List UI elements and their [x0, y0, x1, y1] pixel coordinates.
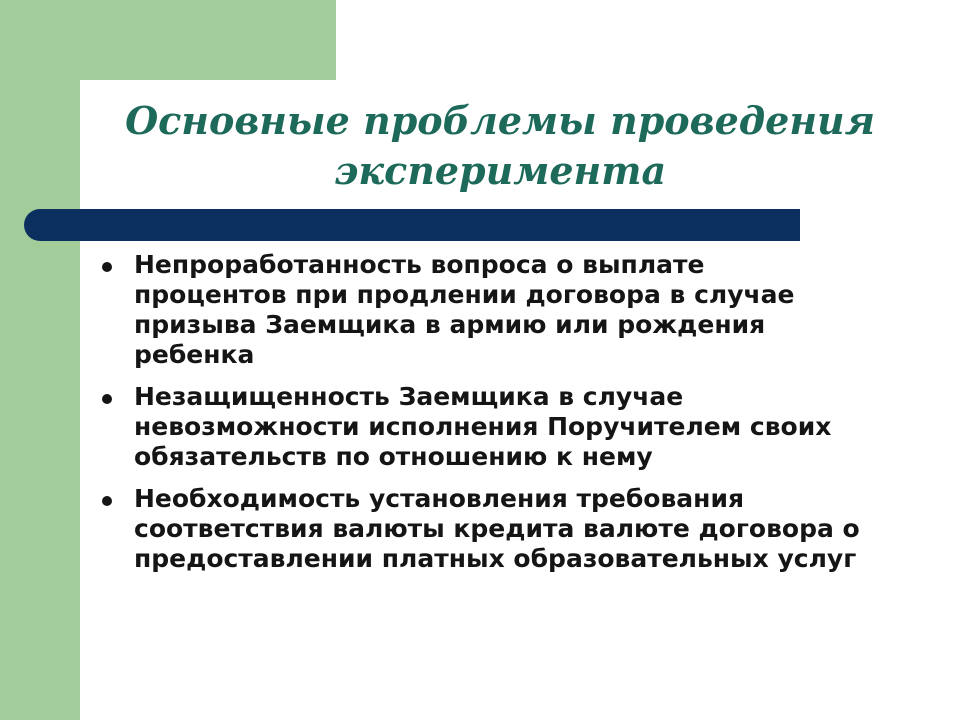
bullet-item	[100, 250, 860, 370]
bullet-text: Необходимость установления требования соответствия валюты кредита валюте договора о предоставлении платных образовательных услуг	[134, 484, 860, 573]
bullet-list	[100, 250, 860, 586]
bullet-item	[100, 484, 860, 574]
slide-title-line-1: Основные проблемы проведения	[125, 98, 875, 143]
decorative-green-top-block	[0, 0, 336, 80]
slide-title-line-2: эксперимента	[333, 148, 667, 193]
slide-title	[100, 96, 900, 196]
bullet-dot-icon	[102, 496, 112, 506]
bullet-item	[100, 382, 860, 472]
bullet-dot-icon	[102, 394, 112, 404]
bullet-text: Незащищенность Заемщика в случае невозможности исполнения Поручителем своих обязательств по отношению к нему	[134, 382, 832, 471]
bullet-dot-icon	[102, 262, 112, 272]
bullet-text: Непроработанность вопроса о выплате процентов при продлении договора в случае призыва Заемщика в армию или рождения ребенка	[134, 250, 795, 369]
title-divider-bar	[24, 209, 800, 241]
decorative-green-sidebar	[0, 0, 80, 720]
